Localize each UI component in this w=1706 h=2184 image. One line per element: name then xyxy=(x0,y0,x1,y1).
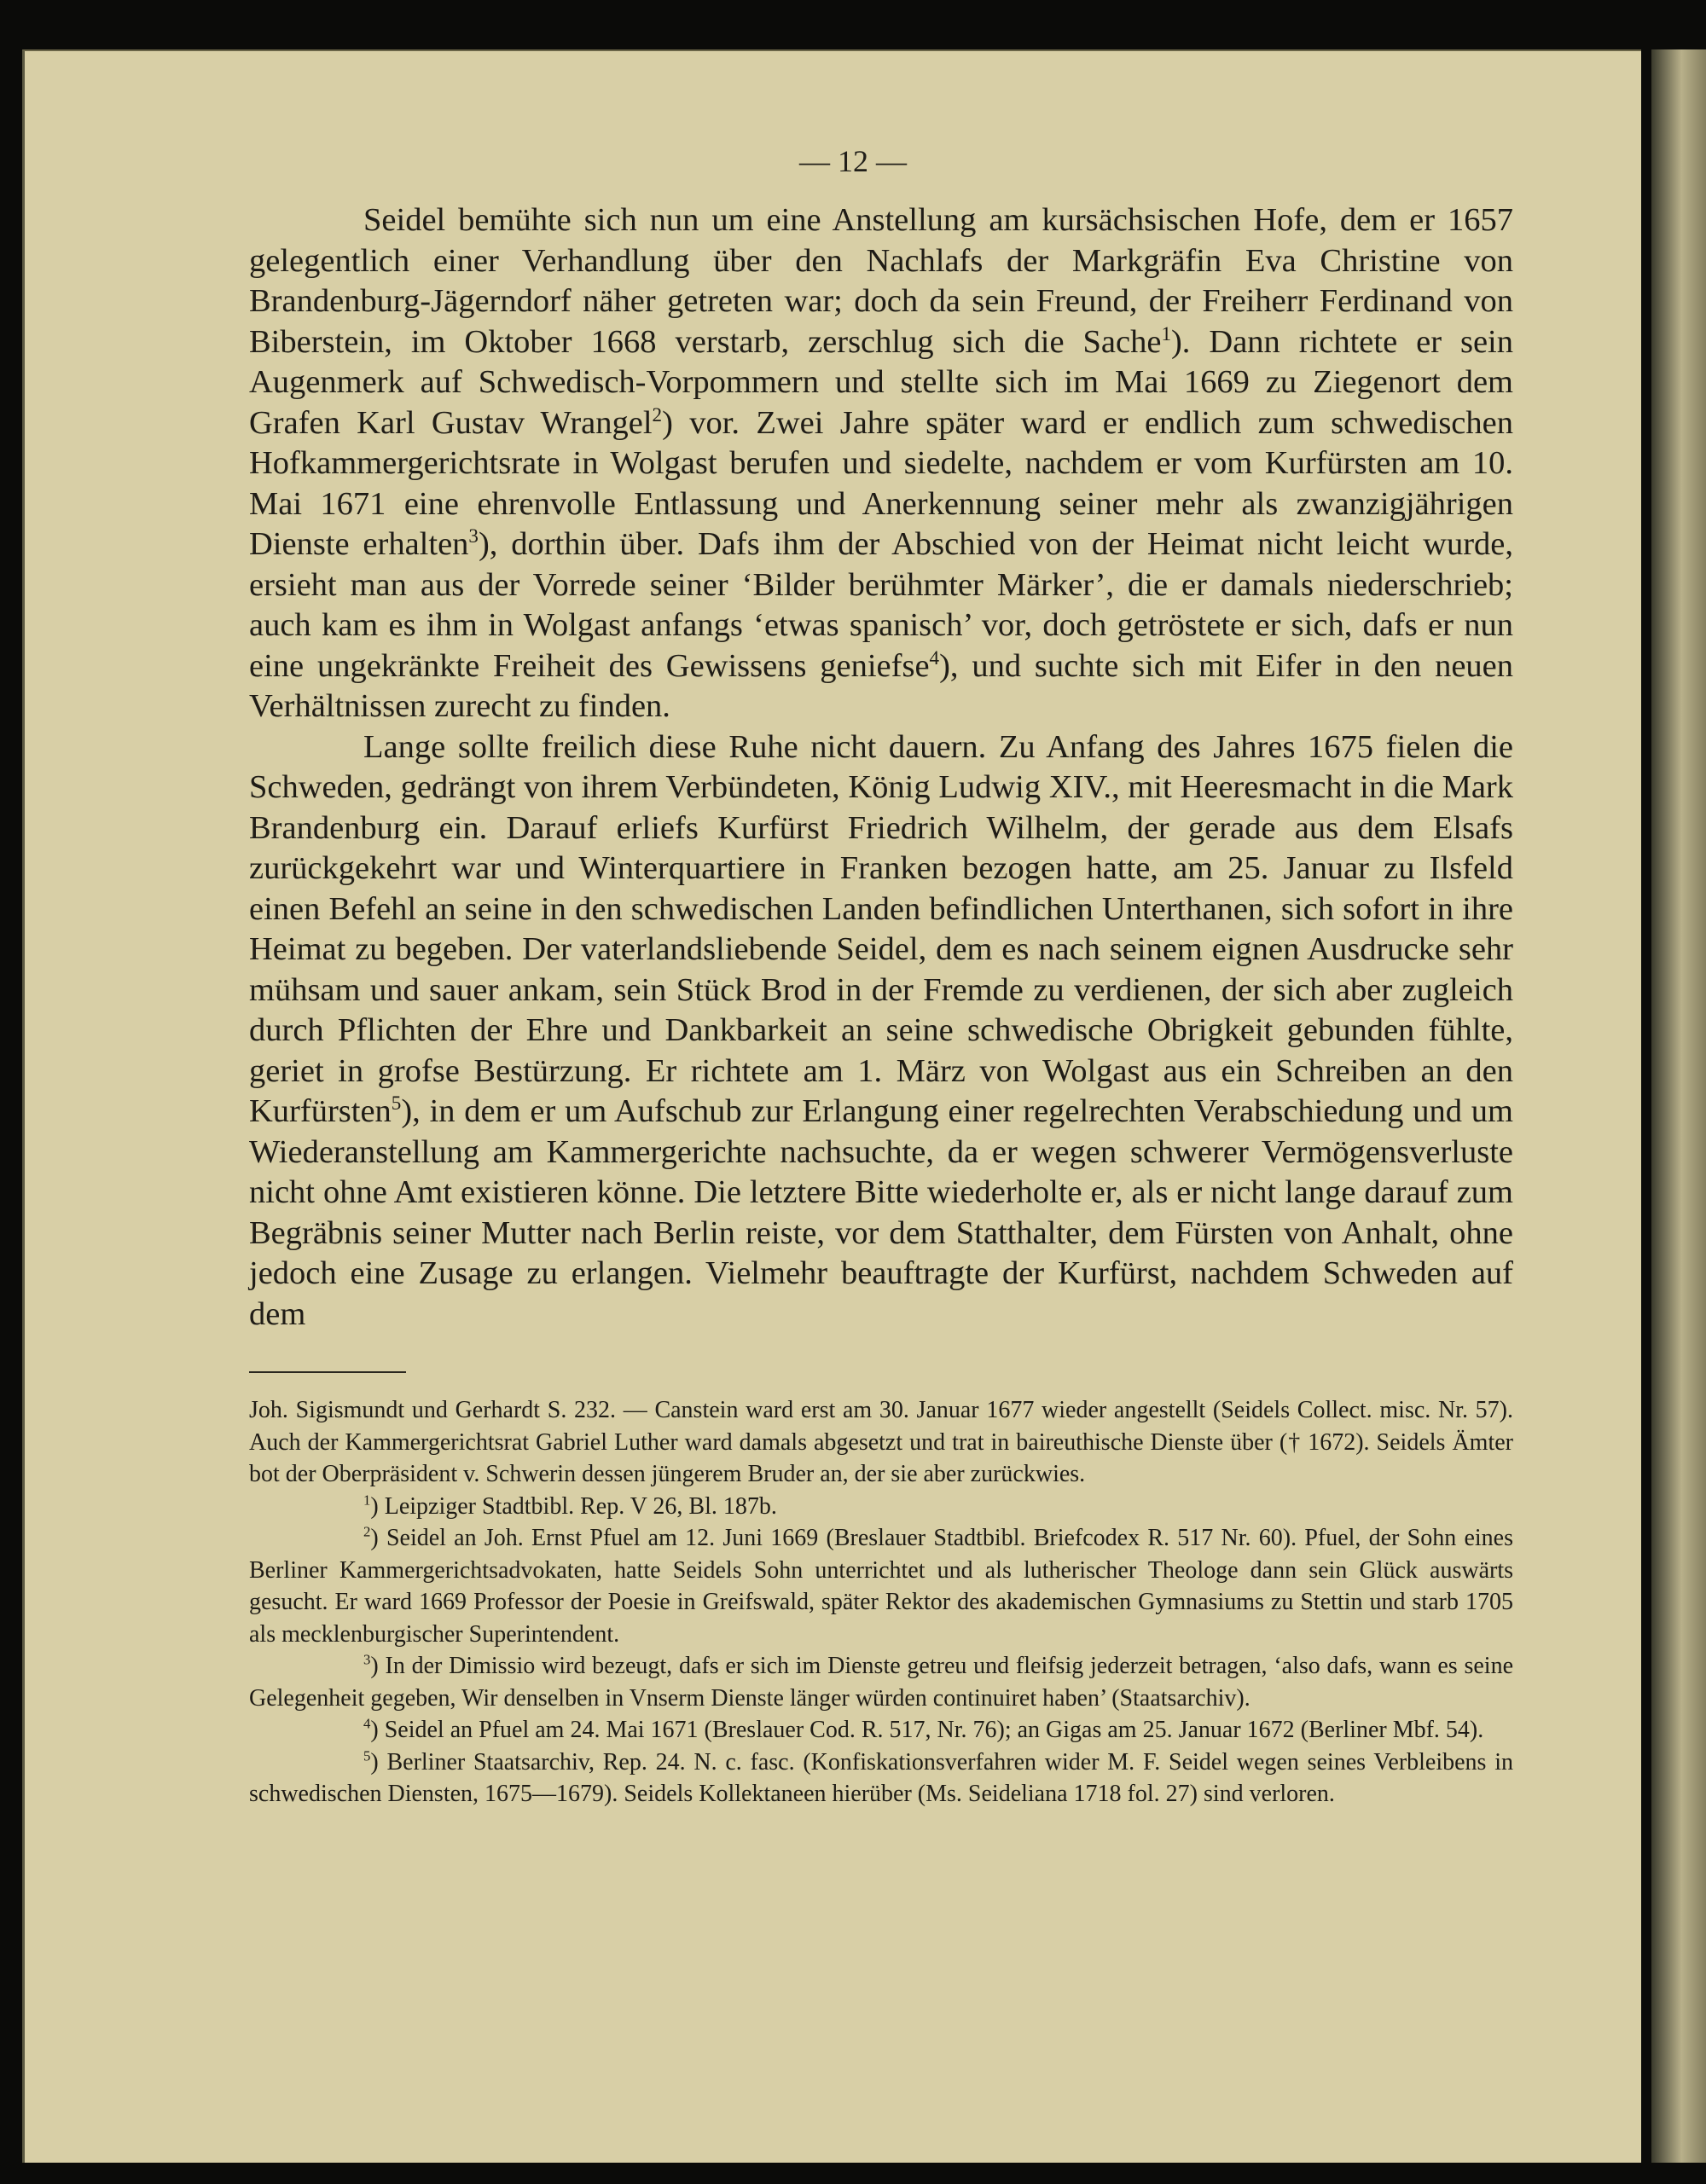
footnote-3 xyxy=(249,1650,1513,1714)
text-segment: ), und suchte sich mit Eifer in den neuen Verhältnissen zurecht zu finden. xyxy=(249,647,1513,724)
next-page-edge xyxy=(1651,49,1706,2163)
footnotes xyxy=(249,1394,1513,1810)
page-number: — 12 — xyxy=(799,144,907,178)
footnote-marker: 3 xyxy=(363,1651,371,1668)
text-segment: Seidel bemühte sich nun um eine Anstellung am kursächsischen Hofe, dem er 1657 gelegentlich einer Verhandlung über den Nachlafs der Markgräfin Eva Christine von Brandenburg-Jägerndorf näher getreten war; doch da sein Freund, der Freiherr Ferdinand von Biberstein, im Oktober 1668 verstarb, zerschlug sich die Sache xyxy=(249,202,1513,360)
footnote-text: Joh. Sigismundt und Gerhardt S. 232. — Canstein ward erst am 30. Januar 1677 wieder angestellt (Seidels Collect. misc. Nr. 57). Auch der Kammergerichtsrat Gabriel Luther ward damals abgesetzt und trat in baireuthische Dienste über († 1672). Seidels Ämter bot der Oberpräsident v. Schwerin dessen jüngerem Bruder an, der sie aber zurückwies. xyxy=(249,1397,1513,1487)
footnote-ref-2: 2 xyxy=(652,403,663,426)
footnote-ref-4: 4 xyxy=(929,646,940,669)
footnote-2 xyxy=(249,1522,1513,1650)
footnote-5 xyxy=(249,1747,1513,1810)
text-segment: ), dorthin über. Dafs ihm der Abschied von der Heimat nicht leicht wurde, ersieht man aus der Vorrede seiner ‘Bilder berühmter Märker’, die er damals niederschrieb; auch kam es ihm in Wolgast anfangs ‘etwas spanisch’ vor, doch getröstete er sich, dafs er nun eine ungekränkte Freiheit des Gewissens geniefse xyxy=(249,526,1513,684)
footnote-marker: 2 xyxy=(363,1523,371,1540)
footnote-1 xyxy=(249,1491,1513,1523)
footnote-ref-1: 1 xyxy=(1161,322,1171,345)
footnote-text: ) Leipziger Stadtbibl. Rep. V 26, Bl. 187b. xyxy=(370,1492,777,1520)
footnote-marker: 4 xyxy=(363,1715,371,1732)
paragraph-1 xyxy=(249,200,1513,727)
footnote-4 xyxy=(249,1714,1513,1747)
text-segment: ). Dann richtete er sein Augenmerk auf Schwedisch-Vorpommern und stellte sich im Mai 1669 zu Ziegenort dem Grafen Karl Gustav Wrangel xyxy=(249,323,1513,441)
footnote-continuation xyxy=(249,1394,1513,1491)
main-text xyxy=(249,200,1513,1335)
paragraph-2 xyxy=(249,727,1513,1335)
footnote-divider xyxy=(249,1371,406,1373)
footnote-ref-3: 3 xyxy=(468,524,479,547)
footnote-marker: 1 xyxy=(363,1492,371,1509)
text-segment: Lange sollte freilich diese Ruhe nicht dauern. Zu Anfang des Jahres 1675 fielen die Schweden, gedrängt von ihrem Verbündeten, König Ludwig XIV., mit Heeresmacht in die Mark Brandenburg ein. Darauf erliefs Kurfürst Friedrich Wilhelm, der gerade aus dem Elsafs zurückgekehrt war und Winterquartiere in Franken bezogen hatte, am 25. Januar zu Ilsfeld einen Befehl an seine in den schwedischen Landen befindlichen Unterthanen, sich sofort in ihre Heimat zu begeben. Der vaterlandsliebende Seidel, dem es nach seinem eignen Ausdrucke sehr mühsam und sauer ankam, sein Stück Brod in der Fremde zu verdienen, der sich aber zugleich durch Pflichten der Ehre und Dankbarkeit an seine schwedische Obrigkeit gebunden fühlte, geriet in grofse Bestürzung. Er richtete am 1. März von Wolgast aus ein Schreiben an den Kurfürsten xyxy=(249,728,1513,1129)
footnote-text: ) Berliner Staatsarchiv, Rep. 24. N. c. fasc. (Konfiskationsverfahren wider M. F. Seidel wegen seines Verbleibens in schwedischen Diensten, 1675—1679). Seidels Kollektaneen hierüber (Ms. Seideliana 1718 fol. 27) sind verloren. xyxy=(249,1748,1513,1807)
footnote-ref-5: 5 xyxy=(391,1092,402,1115)
footnote-text: ) Seidel an Pfuel am 24. Mai 1671 (Breslauer Cod. R. 517, Nr. 76); an Gigas am 25. Januar 1672 (Berliner Mbf. 54). xyxy=(370,1717,1484,1743)
footnote-text: ) In der Dimissio wird bezeugt, dafs er sich im Dienste getreu und fleifsig jederzeit betragen, ‘also dafs, wann es seine Gelegenheit gegeben, Wir denselben in Vnserm Dienste länger würden continuiret haben’ (Staatsarchiv). xyxy=(249,1653,1513,1712)
text-segment: ) vor. Zwei Jahre später ward er endlich zum schwedischen Hofkammergerichtsrate in Wolgast berufen und siedelte, nachdem er vom Kurfürsten am 10. Mai 1671 eine ehrenvolle Entlassung und Anerkennung seiner mehr als zwanzigjährigen Dienste erhalten xyxy=(249,404,1513,562)
footnote-marker: 5 xyxy=(363,1747,371,1764)
footnote-text: ) Seidel an Joh. Ernst Pfuel am 12. Juni 1669 (Breslauer Stadtbibl. Briefcodex R. 517 Nr. 60). Pfuel, der Sohn eines Berliner Kammergerichtsadvokaten, hatte Seidels Sohn unterrichtet und als lutherischer Theologe dann sein Glück auswärts gesucht. Er ward 1669 Professor der Poesie in Greifswald, später Rektor des akademischen Gymnasiums zu Stettin und starb 1705 als mecklenburgischer Superintendent. xyxy=(249,1525,1513,1648)
text-segment: ), in dem er um Aufschub zur Erlangung einer regelrechten Verabschiedung und um Wiederanstellung am Kammergerichte nachsuchte, da er wegen schwerer Vermögensverluste nicht ohne Amt existieren könne. Die letztere Bitte wiederholte er, als er nicht lange darauf zum Begräbnis seiner Mutter nach Berlin reiste, vor dem Statthalter, dem Fürsten von Anhalt, ohne jedoch eine Zusage zu erlangen. Vielmehr beauftragte der Kurfürst, nachdem Schweden auf dem xyxy=(249,1093,1513,1332)
